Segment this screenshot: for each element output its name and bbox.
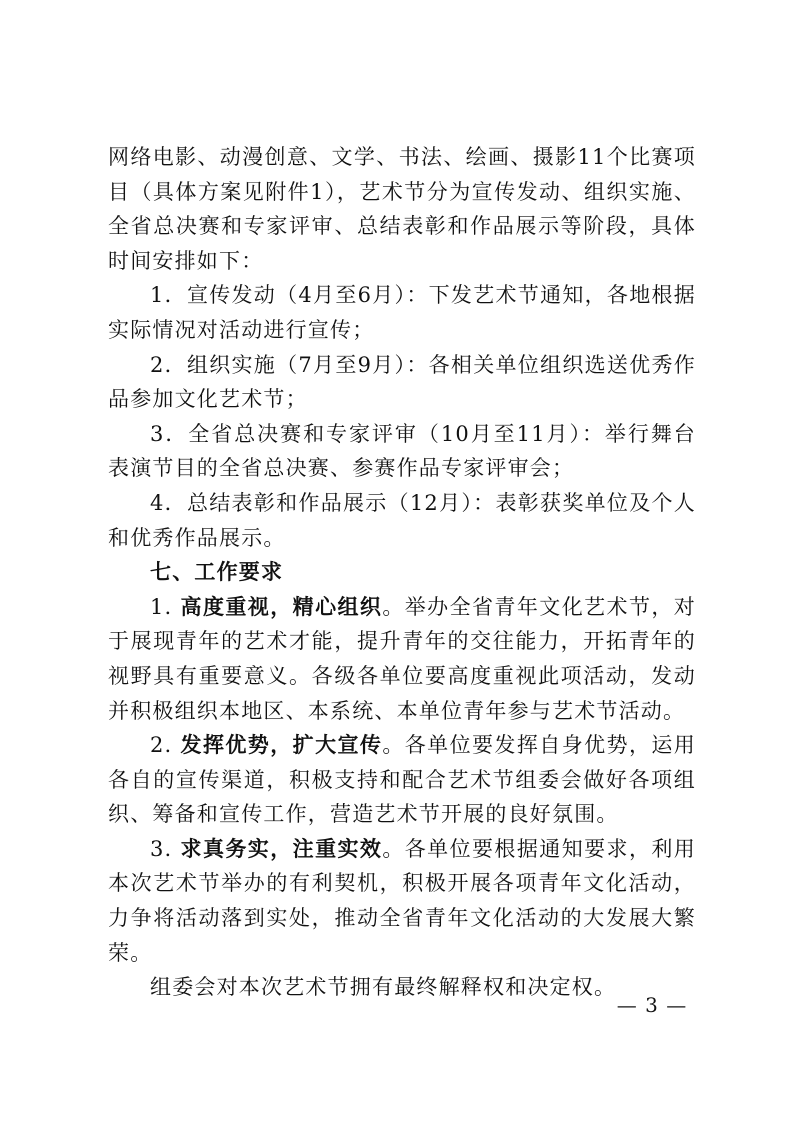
schedule-item: 3．全省总决赛和专家评审（10月至11月）：举行舞台表演节目的全省总决赛、参赛作品专家评审会； <box>108 421 696 481</box>
document-body <box>108 140 696 1005</box>
requirement-body: 。举办全省青年文化艺术节，对于展现青年的艺术才能，提升青年的交往能力，开拓青年的视野具有重要意义。各级各单位要高度重视此项活动，发动并积极组织本地区、本系统、本单位青年参与艺术节活动。 <box>108 594 696 723</box>
schedule-item: 1．宣传发动（4月至6月）：下发艺术节通知，各地根据实际情况对活动进行宣传； <box>108 283 696 342</box>
requirement-paragraph <box>108 728 696 832</box>
requirement-body: 。各单位要发挥自身优势，运用各自的宣传渠道，积极支持和配合艺术节组委会做好各项组织、筹备和宣传工作，营造艺术节开展的良好氛围。 <box>108 733 696 827</box>
requirement-paragraph <box>108 590 696 728</box>
opening-paragraph: 网络电影、动漫创意、文学、书法、绘画、摄影11个比赛项目（具体方案见附件1），艺术节分为宣传发动、组织实施、全省总决赛和专家评审、总结表彰和作品展示等阶段，具体时间安排如下： <box>108 145 696 273</box>
schedule-item: 4．总结表彰和作品展示（12月）：表彰获奖单位及个人和优秀作品展示。 <box>108 490 696 550</box>
closing-paragraph: 组委会对本次艺术节拥有最终解释权和决定权。 <box>150 975 617 1000</box>
page-number: — 3 — <box>616 993 688 1017</box>
requirement-paragraph <box>108 832 696 970</box>
requirement-body: 。各单位要根据通知要求，利用本次艺术节举办的有利契机，积极开展各项青年文化活动，力争将活动落到实处，推动全省青年文化活动的大发展大繁荣。 <box>108 836 696 965</box>
requirement-number: 3. <box>150 836 181 861</box>
schedule-item: 2．组织实施（7月至9月）：各相关单位组织选送优秀作品参加文化艺术节； <box>108 352 696 412</box>
requirement-lead: 发挥优势，扩大宣传 <box>180 732 383 758</box>
requirement-lead: 求真务实，注重实效 <box>180 835 383 861</box>
requirement-number: 1. <box>150 594 181 619</box>
requirement-number: 2. <box>150 733 181 758</box>
section-heading: 七、工作要求 <box>150 560 284 585</box>
requirement-lead: 高度重视，精心组织 <box>180 593 383 619</box>
